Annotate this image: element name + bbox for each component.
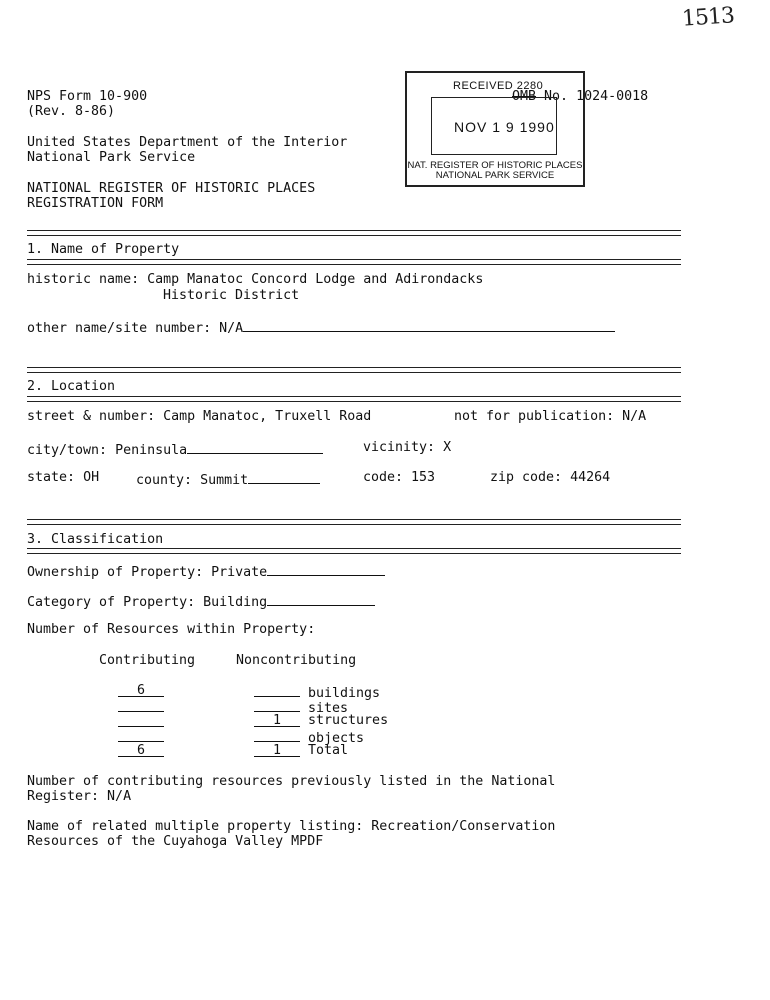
- stamp-footer-line-2: NATIONAL PARK SERVICE: [435, 170, 555, 181]
- section-3-heading: 3. Classification: [27, 532, 164, 547]
- code-value: 153: [411, 470, 436, 485]
- state-label: state:: [27, 470, 76, 485]
- noncontributing-count: [254, 728, 300, 742]
- category-label: Category of Property:: [27, 595, 196, 610]
- vicinity-value: X: [443, 440, 452, 455]
- other-name-value: N/A: [219, 321, 244, 336]
- state-value: OH: [83, 470, 100, 485]
- vicinity-label: vicinity:: [363, 440, 436, 455]
- ownership-field: [27, 562, 385, 580]
- multiple-listing-line-2: Resources of the Cuyahoga Valley MPDF: [27, 834, 324, 849]
- ownership-label: Ownership of Property:: [27, 565, 204, 580]
- section-divider: [27, 259, 681, 265]
- form-id: NPS Form 10-900: [27, 89, 148, 104]
- agency-name: National Park Service: [27, 150, 196, 165]
- stamp-received-text: RECEIVED 2280: [453, 80, 544, 92]
- form-revision: (Rev. 8-86): [27, 104, 116, 119]
- nfp-value: N/A: [622, 409, 647, 424]
- county-label: county:: [136, 473, 193, 488]
- noncontributing-count: [254, 698, 300, 712]
- vicinity-field: [363, 440, 451, 455]
- other-name-underline: [243, 318, 615, 332]
- section-1-heading: 1. Name of Property: [27, 242, 180, 257]
- zip-field: [490, 470, 610, 485]
- col-contributing: Contributing: [99, 653, 196, 668]
- stamp-footer-line-1: NAT. REGISTER OF HISTORIC PLACES: [407, 160, 583, 171]
- resource-type: sites: [308, 701, 349, 716]
- street-field: [27, 409, 371, 424]
- resource-type: Total: [308, 743, 349, 758]
- noncontributing-count: 1: [254, 713, 300, 727]
- state-field: [27, 470, 99, 485]
- nfp-label: not for publication:: [454, 409, 615, 424]
- resource-type: structures: [308, 713, 389, 728]
- city-value: Peninsula: [115, 443, 188, 458]
- resource-row: [254, 713, 388, 728]
- department-name: United States Department of the Interior: [27, 135, 348, 150]
- historic-name-field: [27, 272, 483, 287]
- city-label: city/town:: [27, 443, 108, 458]
- other-name-label: other name/site number:: [27, 321, 212, 336]
- section-divider: [27, 519, 681, 525]
- county-field: [136, 470, 320, 488]
- form-title-line-1: NATIONAL REGISTER OF HISTORIC PLACES: [27, 181, 316, 196]
- noncontributing-count: 1: [254, 743, 300, 757]
- resources-label: Number of Resources within Property:: [27, 622, 316, 637]
- ownership-underline: [267, 562, 385, 576]
- section-divider: [27, 367, 681, 373]
- street-label: street & number:: [27, 409, 156, 424]
- category-value: Building: [203, 595, 268, 610]
- city-underline: [187, 440, 323, 454]
- code-label: code:: [363, 470, 404, 485]
- resource-type: objects: [308, 731, 365, 746]
- ownership-value: Private: [211, 565, 268, 580]
- section-divider: [27, 396, 681, 402]
- omb-prefix: OMB: [512, 89, 537, 104]
- county-underline: [248, 470, 320, 484]
- contributing-count: [118, 713, 164, 727]
- section-2-heading: 2. Location: [27, 379, 116, 394]
- noncontributing-count: [254, 683, 300, 697]
- received-stamp: [405, 71, 585, 187]
- previously-listed-line-1: Number of contributing resources previously listed in the National: [27, 774, 556, 789]
- previously-listed-line-2: Register: N/A: [27, 789, 132, 804]
- multiple-listing-line-1: Name of related multiple property listing: Recreation/Conservation: [27, 819, 556, 834]
- contributing-count: [118, 698, 164, 712]
- resource-row: [254, 743, 348, 758]
- resource-type: buildings: [308, 686, 381, 701]
- city-field: [27, 440, 323, 458]
- contributing-count: 6: [118, 743, 164, 757]
- other-name-field: [27, 318, 615, 336]
- zip-label: zip code:: [490, 470, 563, 485]
- col-noncontributing: Noncontributing: [236, 653, 357, 668]
- handwritten-page-number: 1513: [681, 3, 735, 32]
- resource-row: [118, 683, 164, 698]
- category-underline: [267, 592, 375, 606]
- resource-row: [118, 743, 164, 758]
- form-title-line-2: REGISTRATION FORM: [27, 196, 164, 211]
- historic-name-value: Camp Manatoc Concord Lodge and Adirondacks: [147, 272, 484, 287]
- section-divider: [27, 548, 681, 554]
- stamp-date: NOV 1 9 1990: [454, 119, 555, 135]
- stamp-date-box: [431, 97, 557, 155]
- zip-value: 44264: [570, 470, 611, 485]
- contributing-count: 6: [118, 683, 164, 697]
- contributing-count: [118, 728, 164, 742]
- omb-no: No. 1024-0018: [544, 89, 649, 104]
- section-divider: [27, 230, 681, 236]
- code-field: [363, 470, 435, 485]
- county-value: Summit: [200, 473, 249, 488]
- stamp-footer: [407, 161, 583, 181]
- historic-name-label: historic name:: [27, 272, 140, 287]
- historic-name-value-cont: Historic District: [163, 288, 300, 303]
- street-value: Camp Manatoc, Truxell Road: [163, 409, 372, 424]
- category-field: [27, 592, 375, 610]
- nfp-field: [454, 409, 646, 424]
